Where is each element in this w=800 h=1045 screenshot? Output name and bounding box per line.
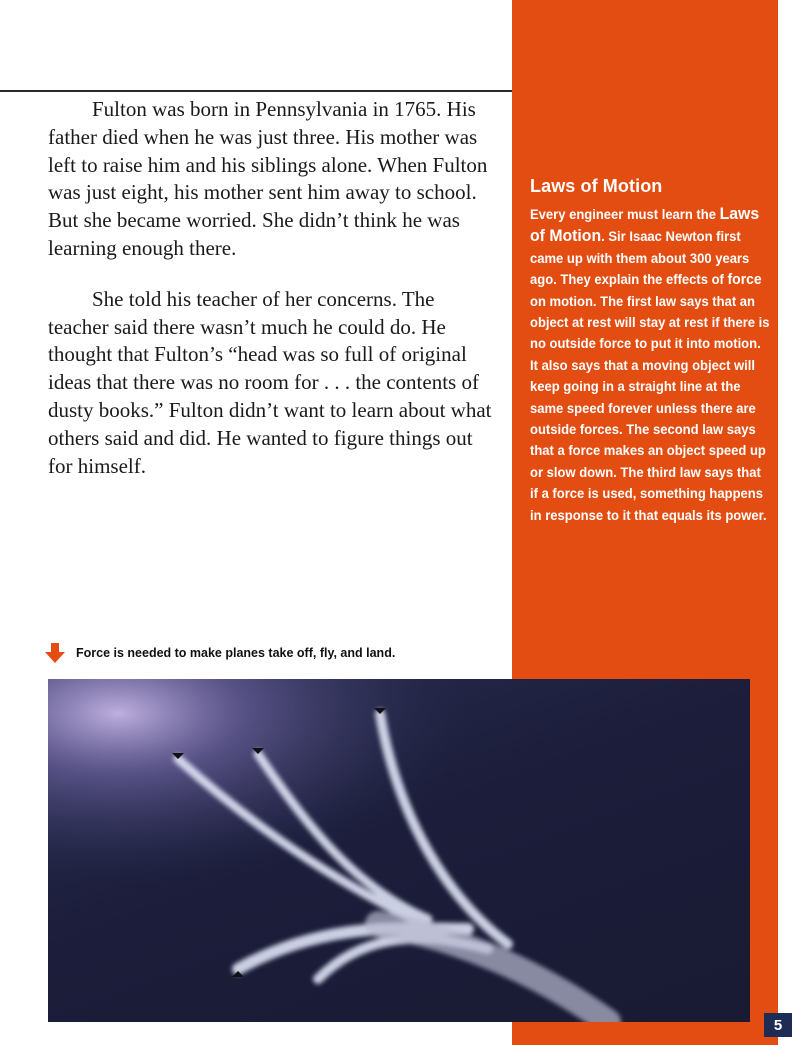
down-arrow-icon	[44, 642, 66, 664]
term-laws-of-motion: Laws of Motion	[530, 204, 760, 246]
sidebar-body	[530, 203, 770, 526]
sidebar-text-3: on motion. The first law says that an object at rest will stay at rest if there is no outside force to put it into motion. It also says that a moving object will keep going in a straight line at the same speed forever unless there are outside forces. The second law says that a force makes an object speed up or slow down. The third law says that if a force is used, something happens in response to it that equals its power.	[530, 292, 770, 523]
paragraph-2: She told his teacher of her concerns. The teacher said there wasn’t much he could do. He thought that Fulton’s “head was so full of original ideas that there was no room for . . . the contents of dusty books.” Fulton didn’t want to learn about what others said and did. He wanted to figure things out for himself.	[48, 286, 492, 478]
body-text	[48, 96, 498, 503]
sidebar-box	[530, 176, 770, 526]
sidebar-text-2: . Sir Isaac Newton first came up with them about 300 years ago. They explain the effects of	[530, 228, 750, 288]
paragraph-1: Fulton was born in Pennsylvania in 1765. His father died when he was just three. His mother was left to raise him and his siblings alone. When Fulton was just eight, his mother sent him away to school. But she became worried. She didn’t think he was learning enough there.	[48, 97, 488, 260]
sidebar-title: Laws of Motion	[530, 176, 663, 196]
photo-caption	[44, 642, 395, 664]
jets-contrails-image	[48, 679, 750, 1022]
sidebar-intro: Every engineer must learn the	[530, 206, 716, 222]
page-number: 5	[764, 1013, 792, 1037]
jets-photo	[48, 679, 750, 1022]
page-margin	[778, 0, 800, 1045]
term-force: force	[727, 271, 762, 289]
header-rule	[0, 90, 512, 92]
caption-text: Force is needed to make planes take off, fly, and land.	[76, 646, 396, 660]
